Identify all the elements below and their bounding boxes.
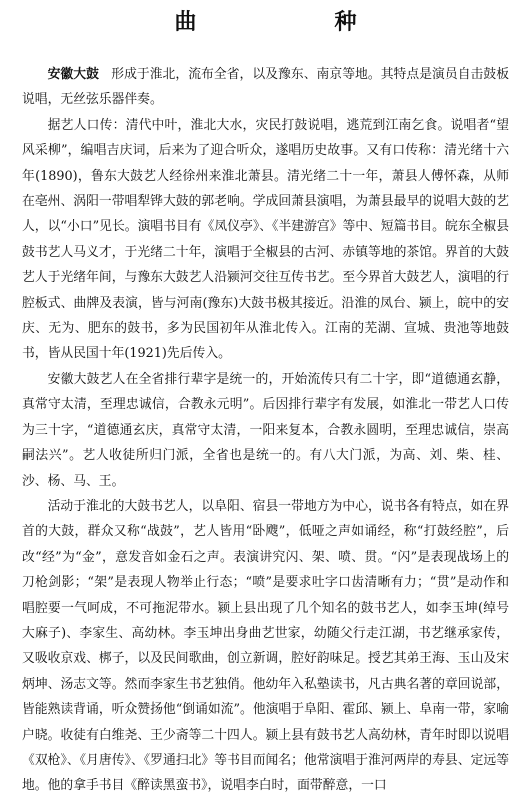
intro-text: 形成于淮北，流布全省，以及豫东、南京等地。其特点是演员自击鼓板说唱，无丝弦乐器伴奏。 bbox=[22, 67, 509, 108]
body-paragraph: 活动于淮北的大鼓书艺人，以阜阳、宿县一带地方为中心，说书各有特点，如在界首的大鼓，群众又称“战鼓”，艺人皆用“卧飕”，低哑之声如诵经，称“打鼓经腔”，后改“经”为“金”，意发音如金石之声。表演讲究闪、架、喷、贯。“闪”是表现战场上的刀枪剑影；“架”是表现人物举止行态；“喷”是要求吐字口齿清晰有力；“贯”是动作和唱腔要一气呵成，不可拖泥带水。颍上县出现了几个知名的鼓书艺人，如李玉坤(绰号大麻子)、李家生、高幼林。李玉坤出身曲艺世家，幼随父行走江湖，书艺继承家传，又吸收京戏、梆子，以及民间歌曲，创立新调，腔好韵味足。授艺其弟王海、玉山及宋炳坤、汤志文等。然而李家生书艺独俏。他幼年入私塾读书，凡古典名著的章回说部，皆能熟读背诵，听众赞扬他“倒诵如流”。他演唱于阜阳、霍邱、颍上、阜南一带，家喻户晓。收徒有白维尧、王少斋等二十四人。颍上县有鼓书艺人高幼林，青年时即以说唱《双枪》、《月唐传》、《罗通扫北》等书目而闻名；他常演唱于淮河两岸的寿县、定远等地。他的拿手书目《醉读黑蛮书》，说唱李白时，面带醉意，一口 bbox=[22, 498, 509, 794]
page-title: 曲 种 bbox=[174, 10, 415, 35]
body-paragraph: 据艺人口传：清代中叶，淮北大水，灾民打鼓说唱，逃荒到江南乞食。说唱者“望风采柳”，编唱吉庆词，后来为了迎合听众，遂唱历史故事。又有口传称：清光绪十六年(1890)，鲁东大鼓艺人经徐州来淮北萧县。清光绪二十一年，萧县人傅怀森，从师在亳州、涡阳一带唱犁铧大鼓的郭老响。学成回萧县演唱，为萧县最早的说唱大鼓的艺人，以“小口”见长。演唱书目有《凤仪亭》、《半建游宫》等中、短篇书目。皖东全椒县鼓书艺人马义才，于光绪二十年，演唱于全椒县的古河、赤镇等地的茶馆。界首的大鼓艺人于光绪年间，与豫东大鼓艺人沿颍河交往互传书艺。至今界首大鼓艺人，演唱的行腔板式、曲牌及表演，皆与河南(豫东)大鼓书极其接近。沿淮的凤台、颍上，皖中的安庆、无为、肥东的鼓书，多为民国初年从淮北传入。江南的芜湖、宣城、贵池等地鼓书，皆从民国十年(1921)先后传入。 bbox=[22, 117, 509, 362]
section-heading: 安徽大鼓 bbox=[47, 67, 99, 82]
body-paragraph: 安徽大鼓艺人在全省排行辈字是统一的，开始流传只有二十字，即“道德通玄静，真常守太清，至理忠诚信，合教永元明”。后因排行辈字有发展，如淮北一带艺人口传为三十字，“道德通玄庆，真常守太清，一阳来复本，合教永圆明，至理忠诚信，崇高嗣法兴”。艺人收徒所归门派，全省也是统一的。有八大门派，为高、刘、柴、桂、沙、杨、马、王。 bbox=[22, 371, 509, 489]
intro-paragraph bbox=[22, 62, 509, 113]
